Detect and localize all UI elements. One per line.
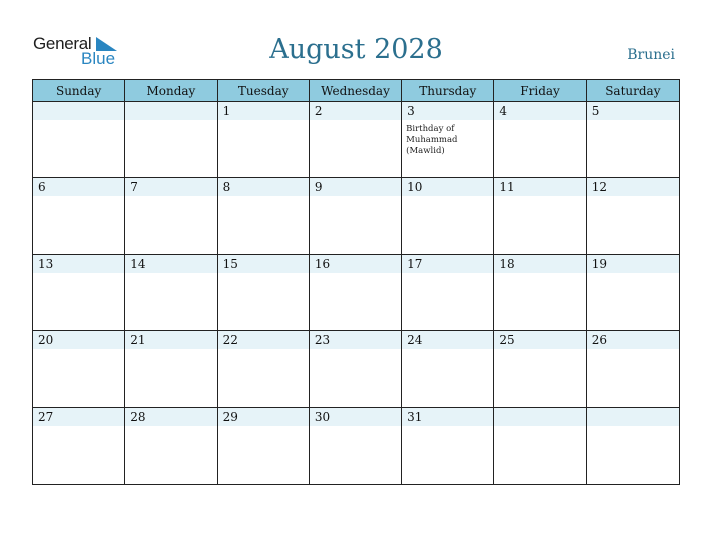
day-cell (125, 331, 217, 407)
day-number: 9 (314, 180, 323, 195)
day-cell (125, 408, 217, 484)
day-number: 19 (591, 256, 607, 271)
day-number: 21 (130, 333, 146, 348)
weekday-header: Saturday (587, 80, 679, 102)
day-number: 26 (591, 333, 607, 348)
day-header-band (494, 102, 585, 120)
logo-general-text: General (33, 34, 92, 53)
day-header-band (33, 102, 124, 120)
day-cell (310, 102, 402, 178)
day-number: 2 (314, 104, 323, 118)
day-cell (310, 408, 402, 484)
day-cell (310, 178, 402, 254)
day-header-band (125, 102, 216, 120)
day-cell (218, 331, 310, 407)
day-cell (33, 255, 125, 331)
day-number: 1 (222, 104, 231, 118)
day-cell (494, 255, 586, 331)
day-cell (494, 178, 586, 254)
day-number: 29 (222, 409, 238, 424)
day-number: 12 (591, 180, 607, 195)
day-cell (402, 178, 494, 254)
weekday-header: Friday (494, 80, 586, 102)
day-number: 8 (222, 180, 231, 195)
day-cell (218, 255, 310, 331)
day-number: 30 (314, 409, 331, 424)
day-header-band (218, 102, 309, 120)
day-number: 23 (314, 333, 331, 348)
country-label: Brunei (627, 47, 675, 63)
day-number: 18 (499, 256, 515, 271)
day-number: 31 (407, 409, 423, 424)
day-header-band (494, 408, 585, 426)
calendar-title: August 2028 (269, 34, 443, 65)
day-cell (402, 255, 494, 331)
day-cell (402, 408, 494, 484)
day-number: 5 (591, 104, 600, 118)
day-number: 13 (38, 256, 54, 271)
day-number: 3 (407, 104, 415, 118)
day-header-band (218, 178, 309, 196)
day-cell (218, 102, 310, 178)
day-cell (587, 255, 679, 331)
day-number: 25 (499, 333, 515, 348)
day-number: 14 (130, 256, 146, 271)
day-number: 17 (407, 256, 423, 271)
day-header-band (402, 102, 493, 120)
day-number: 10 (407, 180, 423, 195)
day-header-band (587, 102, 679, 120)
day-number: 27 (38, 409, 54, 424)
day-cell (33, 331, 125, 407)
day-cell (33, 102, 125, 178)
day-cell (218, 178, 310, 254)
day-cell (125, 178, 217, 254)
day-cell (33, 178, 125, 254)
day-cell (494, 408, 586, 484)
weekday-header: Monday (125, 80, 217, 102)
calendar-grid (32, 79, 680, 485)
day-cell (587, 178, 679, 254)
day-number: 7 (130, 180, 138, 195)
weekday-header: Sunday (33, 80, 125, 102)
day-number: 22 (222, 333, 238, 348)
day-cell (402, 331, 494, 407)
day-cell (587, 331, 679, 407)
day-number: 28 (130, 409, 146, 424)
day-header-band (33, 178, 124, 196)
day-header-band (587, 408, 679, 426)
day-cell (402, 102, 494, 178)
day-number: 24 (407, 333, 423, 348)
day-cell (587, 408, 679, 484)
day-cell (310, 255, 402, 331)
day-cell (310, 331, 402, 407)
day-cell (218, 408, 310, 484)
day-cell (587, 102, 679, 178)
day-header-band (125, 178, 216, 196)
weekday-header: Tuesday (218, 80, 310, 102)
day-cell (125, 255, 217, 331)
day-number: 20 (38, 333, 54, 348)
weekday-header: Thursday (402, 80, 494, 102)
logo-blue-text: Blue (81, 49, 116, 68)
day-number: 11 (499, 180, 515, 195)
day-header-band (310, 102, 401, 120)
day-header-band (310, 178, 401, 196)
day-cell (494, 331, 586, 407)
day-cell (494, 102, 586, 178)
day-cell (125, 102, 217, 178)
day-number: 15 (222, 256, 238, 271)
day-number: 16 (314, 256, 331, 271)
day-cell (33, 408, 125, 484)
day-number: 6 (38, 180, 46, 195)
day-number: 4 (499, 104, 508, 118)
holiday-label: Birthday of Muhammad (Mawlid) (406, 124, 458, 156)
weekday-header: Wednesday (310, 80, 402, 102)
